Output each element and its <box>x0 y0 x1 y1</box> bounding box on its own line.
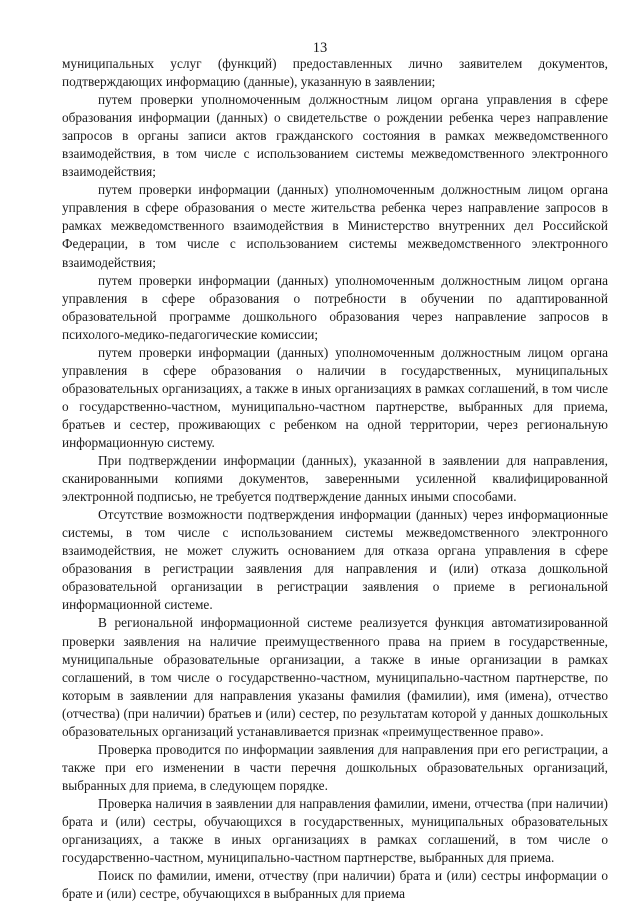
paragraph: путем проверки информации (данных) уполномоченным должностным лицом органа управления в сфере образования о потребности в обучении по адаптированной образовательной программе дошкольного образования через направление запросов в психолого-медико-педагогические комиссии; <box>62 272 608 342</box>
paragraph: путем проверки информации (данных) уполномоченным должностным лицом органа управления в сфере образования о месте жительства ребенка через направление запросов в рамках межведомственного взаимодействия в Министерство внутренних дел Российской Федерации, в том числе с использованием системы межведомственного электронного взаимодействия; <box>62 182 608 270</box>
paragraph: Поиск по фамилии, имени, отчеству (при наличии) брата и (или) сестры информации о брате и (или) сестре, обучающихся в выбранных для приема <box>62 868 608 902</box>
paragraph: При подтверждении информации (данных), указанной в заявлении для направления, сканированными копиями документов, заверенными усиленной квалифицированной электронной подписью, не требуется подтверждение данных иными способами. <box>62 453 608 505</box>
paragraph: путем проверки информации (данных) уполномоченным должностным лицом органа управления в сфере образования о наличии в государственных, муниципальных образовательных организациях, а также в иных организациях в рамках соглашений, в том числе о государственно-частном, муниципально-частном партнерстве, выбранных для приема, братьев и сестер, проживающих с ребенком на одной территории, через региональную информационную систему. <box>62 344 608 450</box>
document-body <box>62 55 608 903</box>
page-number: 13 <box>312 40 328 56</box>
paragraph: Проверка проводится по информации заявления для направления при его регистрации, а также при его изменении в части перечня дошкольных образовательных организаций, выбранных для приема, в следующем порядке. <box>62 741 608 793</box>
paragraph: Проверка наличия в заявлении для направления фамилии, имени, отчества (при наличии) брата и (или) сестры, обучающихся в государственных, муниципальных образовательных организациях, а также в иных организациях в рамках соглашений, в том числе о государственно-частном, муниципально-частном партнерстве, выбранных для приема. <box>62 795 608 866</box>
paragraph: В региональной информационной системе реализуется функция автоматизированной проверки заявления на наличие преимущественного права на прием в государственные, муниципальные образовательные организации, а также в иные организации в рамках соглашений, в том числе о государственно-частном, муниципально-частном партнерстве, по которым в заявлении для направления указаны фамилия (фамилии), имя (имена), отчество (отчества) (при наличии) братьев и (или) сестер, по результатам которой у данных дошкольных образовательных организаций устанавливается признак «преимущественное право». <box>62 615 608 739</box>
paragraph: муниципальных услуг (функций) предоставленных лично заявителем документов, подтверждающих информацию (данные), указанную в заявлении; <box>62 56 608 90</box>
paragraph: путем проверки уполномоченным должностным лицом органа управления в сфере образования информации (данных) о свидетельстве о рождении ребенка через направление запросов в органы записи актов гражданского состояния в рамках межведомственного взаимодействия, в том числе с использованием системы межведомственного электронного взаимодействия; <box>62 92 608 180</box>
paragraph: Отсутствие возможности подтверждения информации (данных) через информационные системы, в том числе с использованием системы межведомственного электронного взаимодействия, не может служить основанием для отказа органа управления в сфере образования в регистрации заявления для направления и (или) отказа дошкольной образовательной организации в регистрации заявления о приеме в региональной информационной системе. <box>62 507 608 613</box>
